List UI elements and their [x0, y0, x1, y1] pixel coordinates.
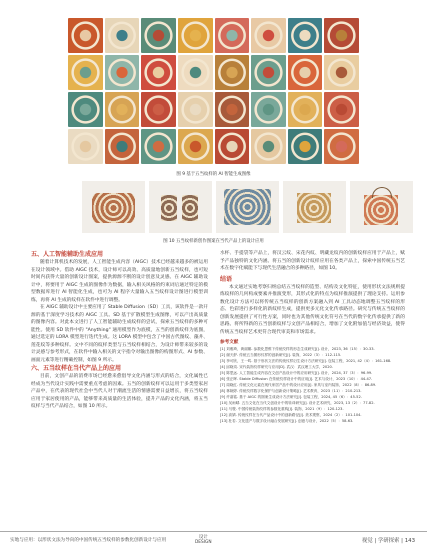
- reference-item: [5] 陈思远. 人工智能生成内容在文创产品设计中的应用研究[J]. 设计，2024, 37（3）：96-99.: [220, 371, 373, 375]
- pattern-tile: [178, 129, 213, 164]
- pattern-tile: [68, 92, 103, 127]
- pattern-tile: [324, 18, 359, 53]
- product-photo-pillow: [82, 181, 145, 233]
- footer-logo-en: DESIGN: [195, 540, 212, 545]
- pattern-tile: [251, 129, 286, 164]
- pattern-tile: [141, 129, 176, 164]
- pattern-tile: [141, 92, 176, 127]
- reference-item: [12] 高婧. 传统纹样在当代产品设计中的创新路径[J]. 美术观察，2024（2）：101-104.: [220, 413, 362, 417]
- section6-paragraph-cont: 水杯、手提袋等产品上，将汉云纹、宋花内纹、明藏龙纹内的创新纹样应用于产品上，赋予产品独特的文化内涵。将五当的创新设计纹样应用在各类产品上，探索中国传统五当艺术在数字化赋能下与现代生活融合的多种路径，如图 10。: [220, 251, 405, 271]
- left-column: [31, 250, 208, 411]
- pattern-tile: [288, 129, 323, 164]
- conclusion-heading: 结语: [220, 275, 233, 283]
- section6-paragraph-1: 目前，文创产品的消费市场已经愈来愈倡导文化内涵与形式的结合，文化属性已经成为当代设计实践中需要重点考虑的因素。五当的创新纹样可以运用于多类型家居产品中，在代表的现代社会中当代人对于潮流生活的情感需要日益增长，将五当纹样应用于家居使用的产品，能够带来高质量的生活体验，提升产品的文化内涵，将五当纹样与当代产品结合，如图 10 所示。: [31, 374, 208, 409]
- pattern-tile: [324, 92, 359, 127]
- reference-item: [9] 许嘉铭. 基于 AIGC 的图案生成设计方法研究[J]. 包装工程，2024, 45（6）：45-52.: [220, 395, 362, 399]
- reference-item: [11] 马骏. 中国传统装饰纹样的参数化重构[J]. 装饰，2021（9）：120-123.: [220, 407, 344, 411]
- pattern-tile: [105, 55, 140, 90]
- pattern-tile: [324, 129, 359, 164]
- pattern-tile: [178, 18, 213, 53]
- pattern-tile: [251, 92, 286, 127]
- pattern-tile: [141, 18, 176, 53]
- pattern-tile: [215, 129, 250, 164]
- reference-item: [7] 周晓红. 传统文化元素在现代家居产品中的设计应用[J]. 家具与室内装饰，2022（8）：86-89.: [220, 383, 377, 387]
- pattern-tile: [178, 55, 213, 90]
- pattern-tile: [215, 92, 250, 127]
- pattern-tile: [251, 55, 286, 90]
- figure9-caption: 图 9 基于五当纹样的 AI 智能生成图像: [176, 172, 251, 177]
- section6-heading: 六、五当纹样在当代产品上的应用: [31, 365, 122, 372]
- pattern-tile: [105, 129, 140, 164]
- footer-page-info: 视觉 | 学研探索 | 143: [361, 538, 415, 544]
- reference-item: [8] 林婉婷. 传统纹样数字化保护与创新设计策略[J]. 艺术教育，2023（11）：210-213.: [220, 389, 362, 393]
- pattern-tile: [288, 18, 323, 53]
- pattern-tile: [68, 18, 103, 53]
- pattern-tile: [141, 55, 176, 90]
- pattern-tile: [178, 92, 213, 127]
- footer-logo-cn: 设计: [198, 535, 208, 540]
- references-list: [220, 346, 405, 424]
- product-photo-scarf: [216, 181, 279, 233]
- product-photo-bag: [350, 181, 413, 233]
- pattern-tile: [324, 55, 359, 90]
- section5-paragraph-2: 在 AIGC 辅助设计中主要应用了 Stable Diffusion（SD）工具，该软件是一款开源的基于深度学习技术的 AIGC 工具。SD 基于扩散模型生成图像，可以产出高质量的图像内容。对此本文进行了人工智能辅助生成纹样的尝试，探索五当纹样的多种可能性。使用 SD 软件中的 "Anything" 通用模型作为底模，五当的创新纹样为底图，通过选定的 LORA 模型进行迭代生成。这 LORA 模型中包含了中国古代图纹、藻井、莲花纹等多种纹样。文中不同的纹样类型与五当纹样相结合，为设计师带来较多的设计灵感与参考形式，在软件中输入相关的文字指令对输出图像的构图形式、AI 参数、画面元素等进行精确控制，如图 9 所示。: [31, 305, 208, 363]
- reference-item: [1] 刘雅琦，黄丽娜. 参数化思维下传统纹样的形态生成研究[J]. 设计，2023, 36（15）：30-33.: [220, 347, 375, 351]
- pattern-tile: [288, 92, 323, 127]
- section5-heading: 五、人工智能辅助生成应用: [31, 251, 104, 258]
- references-heading: 参考文献: [220, 340, 239, 345]
- pattern-tile: [68, 129, 103, 164]
- product-photo-box: [283, 181, 346, 233]
- pattern-tile: [105, 18, 140, 53]
- pattern-tile: [215, 18, 250, 53]
- reference-item: [10] 吴雨晴. 五当文化在当代文创设计中的转译研究[J]. 设计艺术研究，2023, 13（2）：77-82.: [220, 401, 375, 405]
- pattern-tile: [105, 92, 140, 127]
- reference-item: [4] 邱晓岚. 宋代装饰纹样研究与应用[D]. 武汉：武汉理工大学，2020.: [220, 365, 333, 369]
- footer-journal-logo: [195, 535, 212, 545]
- right-column: [220, 250, 405, 424]
- pattern-tile: [251, 18, 286, 53]
- conclusion-paragraph: 本文通过实地考察归纳总结五当纹样的造型、结构及文化特征，使用形状文法规则提炼纹样的几何构成要素并推演变形，其形式化的特点为纹样推演提供了理论支持。运用参数化设计方法可以将传统五当纹样的创新方案融入到 AI 工具动态地调整五当纹样的形态、色彩进行多样化的新纹样生成，提供更多元化文化传承路径。研究与传统五当纹样的创新发展提供了可行性方案，同时也为其他传统文化符号在当代的数字化传承提供了新的思路。将所得新的五当创新纹样与文创产品相结合，增加了文化附加值与经济效益，使得传统五当纹样艺术更符合现代审美和市场需求。: [220, 284, 405, 335]
- figure9-tile-grid: [68, 18, 359, 164]
- figure10-caption: 图 10 五当纹样新创作图案在当代产品上的设计应用: [163, 239, 264, 244]
- page-footer: [0, 531, 427, 551]
- figure10-product-photos: [82, 181, 413, 233]
- section5-paragraph-1: 随着计算机技术的发展，人工智能生成内容（AIGC）技术已经越来越多的被运用在设计领域中。借助 AIGC 技术，设计师可以高效、高质量地创新五当纹样，也可短时间内获得大量的创新设计图案，提供源源不断的设计创意及灵感。在 AIGC 辅助设计中，将要用于 AIGC 生成的图像作为数据，输入相关风格的约束词后通过特定的模型数据库进行 AI 智能化生成，也可为 AI 程序大量输入五当纹样设计图进行模型训练，再将 AI 生成的纹样在软件中进行调整。: [31, 260, 208, 303]
- pattern-tile: [288, 55, 323, 90]
- product-photo-cups: [149, 181, 212, 233]
- reference-item: [13] 杜若. 文化遗产与数字设计融合发展研究[J]. 创意与设计，2022（5）：58-63.: [220, 419, 354, 423]
- reference-item: [2] 谢天舒. 传统五当图形纹样的创新研究[J]. 装饰，2022（3）：112-115.: [220, 353, 342, 357]
- footer-article-title: 实地与应用：以形状文法为导向的中国传统五当纹样的参数化创新设计与应用: [10, 538, 167, 543]
- reference-item: [6] 张正晖. Stable Diffusion 在传统纹样设计中的应用[J]. 艺术与设计，2023（10）：44-47.: [220, 377, 373, 381]
- reference-item: [3] 李可欣，王一鸣. 基于形状文法的传统纹样衍生设计方法研究[J]. 包装工程，2021, 42（4）：161-168.: [220, 359, 392, 363]
- pattern-tile: [215, 55, 250, 90]
- pattern-tile: [68, 55, 103, 90]
